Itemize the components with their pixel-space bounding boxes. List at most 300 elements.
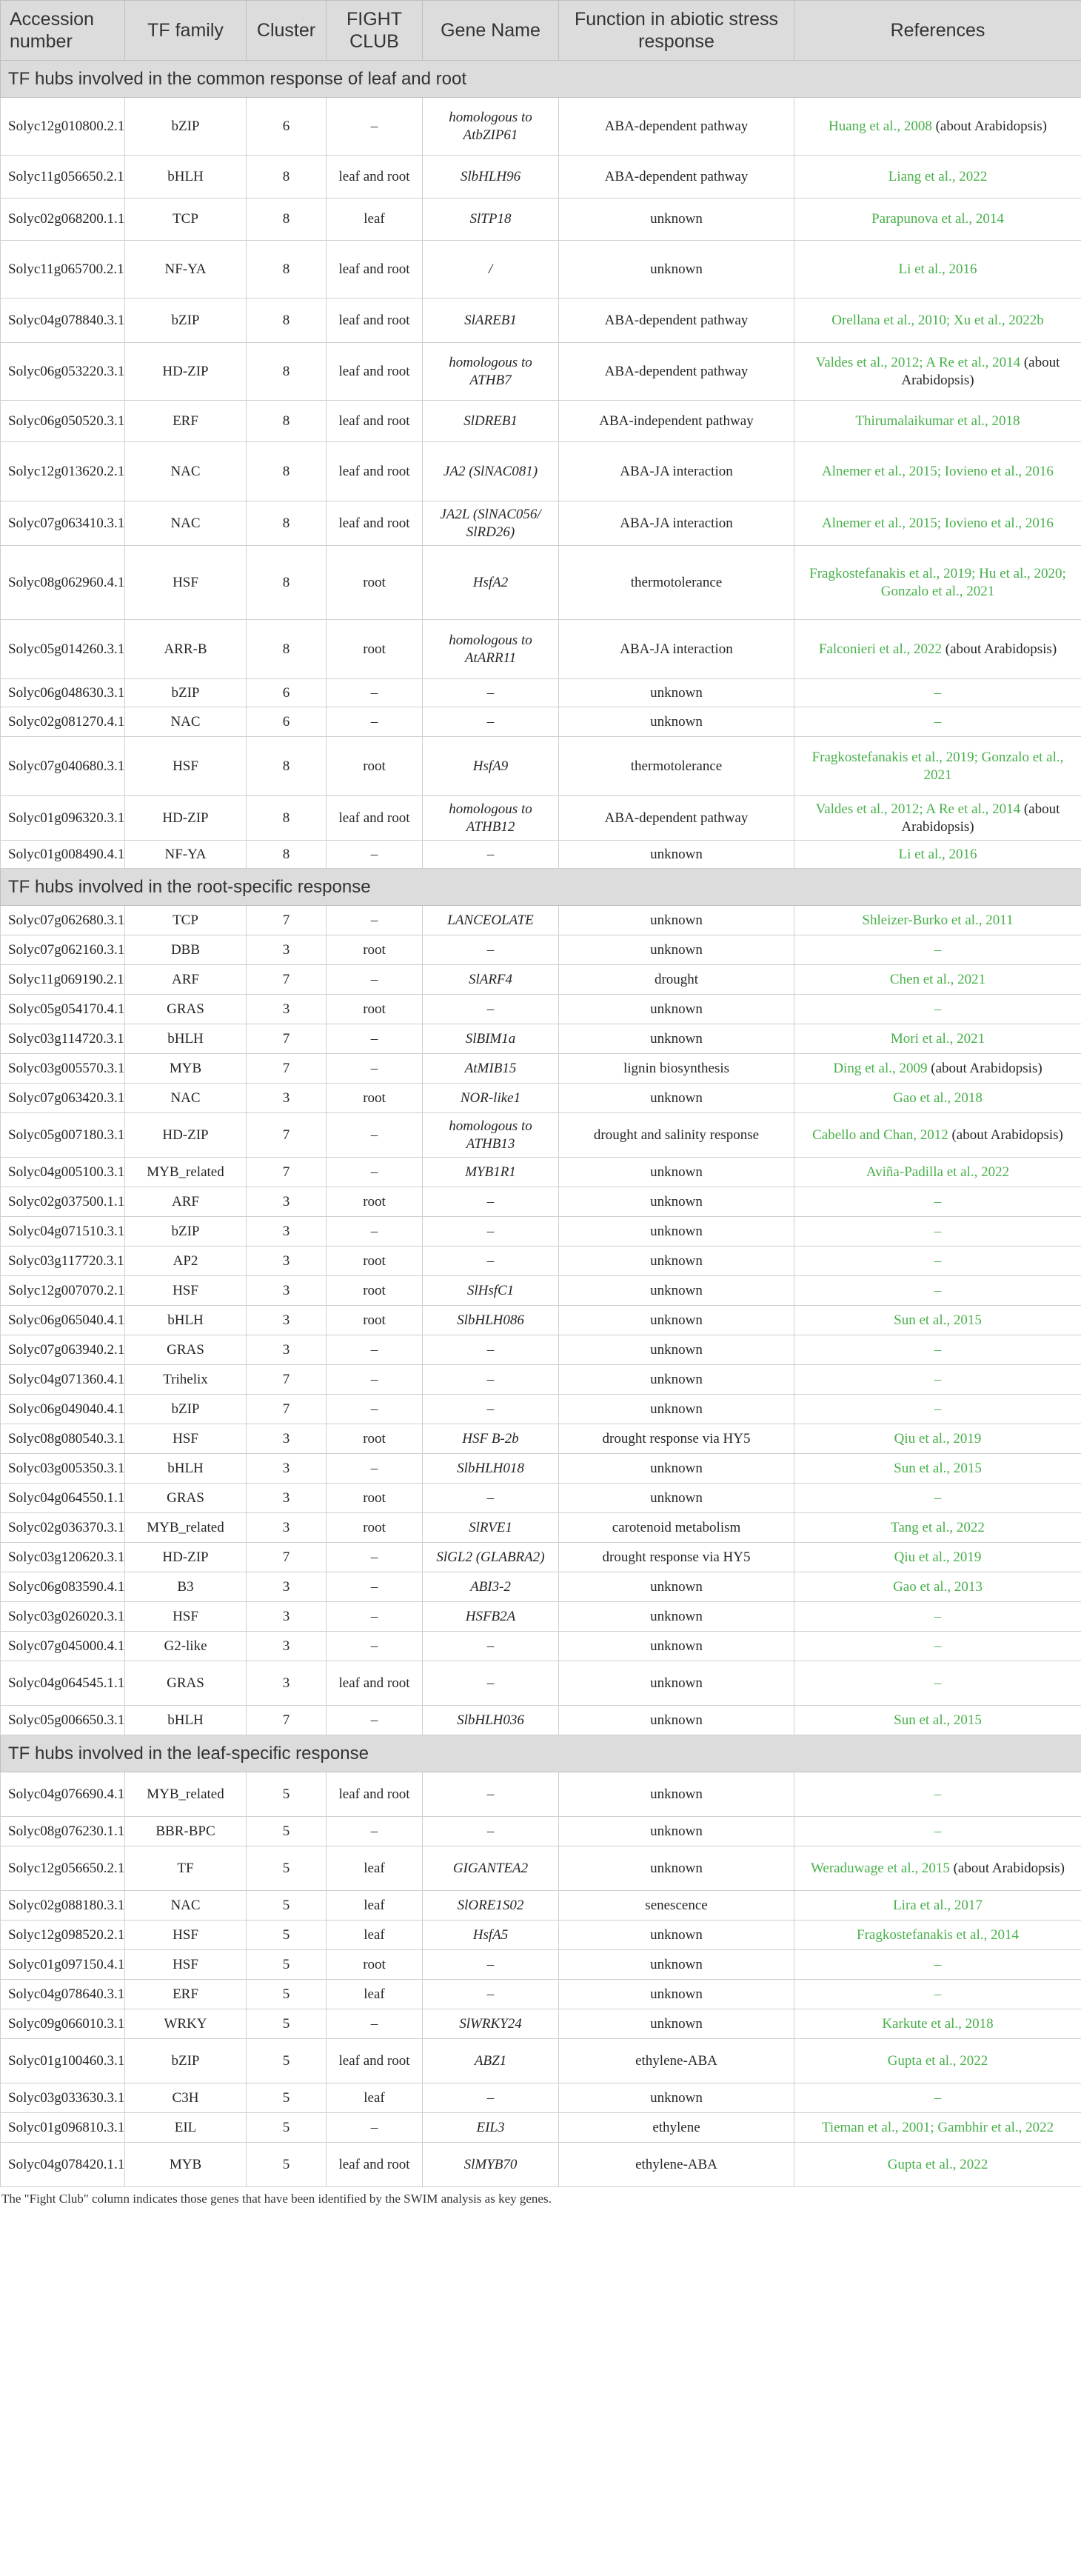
references-cell: – [794, 1395, 1081, 1424]
accession-cell: Solyc12g056650.2.1 [1, 1846, 125, 1891]
header-references: References [794, 1, 1081, 61]
function-cell: drought response via HY5 [559, 1424, 794, 1454]
cluster-cell: 5 [247, 1980, 327, 2009]
table-row [1, 1054, 1081, 1084]
table-row [1, 156, 1081, 198]
cluster-cell: 3 [247, 935, 327, 965]
cluster-cell: 5 [247, 1921, 327, 1950]
tf-family-cell: bHLH [125, 1454, 247, 1484]
gene-name-cell: SlMYB70 [423, 2143, 559, 2187]
gene-name-cell: SlORE1S02 [423, 1891, 559, 1921]
function-cell: carotenoid metabolism [559, 1513, 794, 1543]
references-cell: – [794, 1772, 1081, 1817]
tf-family-cell: HD-ZIP [125, 343, 247, 401]
tf-family-cell: C3H [125, 2083, 247, 2113]
cluster-cell: 3 [247, 1247, 327, 1276]
gene-name-cell: homologous to AtARR11 [423, 620, 559, 679]
table-header [1, 1, 1081, 61]
cluster-cell: 5 [247, 1817, 327, 1846]
function-cell: thermotolerance [559, 546, 794, 620]
tf-family-cell: bZIP [125, 298, 247, 343]
tf-family-cell: EIL [125, 2113, 247, 2143]
cluster-cell: 8 [247, 298, 327, 343]
tf-family-cell: MYB [125, 2143, 247, 2187]
accession-cell: Solyc06g053220.3.1 [1, 343, 125, 401]
table-row [1, 1706, 1081, 1735]
fight-club-cell: root [327, 1950, 423, 1980]
function-cell: unknown [559, 198, 794, 241]
references-cell: Qiu et al., 2019 [794, 1424, 1081, 1454]
table-row [1, 1395, 1081, 1424]
references-cell: Valdes et al., 2012; A Re et al., 2014 (about Arabidopsis) [794, 343, 1081, 401]
tf-family-cell: B3 [125, 1572, 247, 1602]
fight-club-cell: – [327, 2113, 423, 2143]
cluster-cell: 3 [247, 995, 327, 1024]
function-cell: drought response via HY5 [559, 1543, 794, 1572]
cluster-cell: 3 [247, 1084, 327, 1113]
accession-cell: Solyc03g114720.3.1 [1, 1024, 125, 1054]
fight-club-cell: leaf and root [327, 501, 423, 546]
fight-club-cell: – [327, 1706, 423, 1735]
function-cell: drought [559, 965, 794, 995]
tf-family-cell: bZIP [125, 1217, 247, 1247]
fight-club-cell: – [327, 1158, 423, 1187]
gene-name-cell: NOR-like1 [423, 1084, 559, 1113]
function-cell: unknown [559, 1846, 794, 1891]
gene-name-cell: – [423, 995, 559, 1024]
gene-name-cell: HsfA2 [423, 546, 559, 620]
function-cell: ABA-JA interaction [559, 501, 794, 546]
references-cell: Ding et al., 2009 (about Arabidopsis) [794, 1054, 1081, 1084]
table-row [1, 1846, 1081, 1891]
section-header-row [1, 869, 1081, 906]
tf-family-cell: bZIP [125, 98, 247, 156]
references-cell: Fragkostefanakis et al., 2014 [794, 1921, 1081, 1950]
tf-family-cell: TF [125, 1846, 247, 1891]
function-cell: unknown [559, 1602, 794, 1632]
table-row [1, 679, 1081, 707]
tf-family-cell: bZIP [125, 1395, 247, 1424]
function-cell: ABA-dependent pathway [559, 796, 794, 841]
gene-name-cell: ABI3-2 [423, 1572, 559, 1602]
table-row [1, 2009, 1081, 2039]
references-cell: Qiu et al., 2019 [794, 1543, 1081, 1572]
gene-name-cell: SlWRKY24 [423, 2009, 559, 2039]
header-accession: Accession number [1, 1, 125, 61]
fight-club-cell: leaf [327, 1846, 423, 1891]
fight-club-cell: root [327, 737, 423, 796]
tf-family-cell: HSF [125, 1424, 247, 1454]
accession-cell: Solyc04g078840.3.1 [1, 298, 125, 343]
accession-cell: Solyc03g005570.3.1 [1, 1054, 125, 1084]
header-fight-club: FIGHT CLUB [327, 1, 423, 61]
cluster-cell: 3 [247, 1484, 327, 1513]
cluster-cell: 7 [247, 1543, 327, 1572]
cluster-cell: 5 [247, 2039, 327, 2083]
accession-cell: Solyc11g065700.2.1 [1, 241, 125, 298]
accession-cell: Solyc07g062680.3.1 [1, 906, 125, 935]
tf-family-cell: HSF [125, 1921, 247, 1950]
table-row [1, 1247, 1081, 1276]
fight-club-cell: root [327, 546, 423, 620]
cluster-cell: 8 [247, 156, 327, 198]
table-row [1, 965, 1081, 995]
function-cell: unknown [559, 1484, 794, 1513]
tf-family-cell: NAC [125, 1084, 247, 1113]
header-tf-family: TF family [125, 1, 247, 61]
gene-name-cell: – [423, 707, 559, 737]
table-row [1, 1158, 1081, 1187]
gene-name-cell: SlDREB1 [423, 401, 559, 442]
function-cell: unknown [559, 1706, 794, 1735]
gene-name-cell: homologous to ATHB7 [423, 343, 559, 401]
function-cell: unknown [559, 1365, 794, 1395]
references-cell: Huang et al., 2008 (about Arabidopsis) [794, 98, 1081, 156]
tf-family-cell: MYB_related [125, 1772, 247, 1817]
table-row [1, 1661, 1081, 1706]
fight-club-cell: – [327, 1217, 423, 1247]
gene-name-cell: – [423, 1484, 559, 1513]
gene-name-cell: SlHsfC1 [423, 1276, 559, 1306]
accession-cell: Solyc04g078420.1.1 [1, 2143, 125, 2187]
cluster-cell: 3 [247, 1424, 327, 1454]
cluster-cell: 7 [247, 1365, 327, 1395]
accession-cell: Solyc06g049040.4.1 [1, 1395, 125, 1424]
tf-family-cell: ARF [125, 1187, 247, 1217]
gene-name-cell: SlBIM1a [423, 1024, 559, 1054]
fight-club-cell: – [327, 1632, 423, 1661]
fight-club-cell: root [327, 1513, 423, 1543]
gene-name-cell: ABZ1 [423, 2039, 559, 2083]
fight-club-cell: leaf and root [327, 343, 423, 401]
accession-cell: Solyc08g062960.4.1 [1, 546, 125, 620]
accession-cell: Solyc05g007180.3.1 [1, 1113, 125, 1158]
table-row [1, 906, 1081, 935]
table-row [1, 1632, 1081, 1661]
accession-cell: Solyc12g010800.2.1 [1, 98, 125, 156]
accession-cell: Solyc02g081270.4.1 [1, 707, 125, 737]
tf-family-cell: HSF [125, 1276, 247, 1306]
accession-cell: Solyc03g026020.3.1 [1, 1602, 125, 1632]
cluster-cell: 5 [247, 2083, 327, 2113]
function-cell: unknown [559, 1084, 794, 1113]
function-cell: ABA-JA interaction [559, 442, 794, 501]
references-cell: Sun et al., 2015 [794, 1454, 1081, 1484]
function-cell: unknown [559, 1217, 794, 1247]
cluster-cell: 3 [247, 1513, 327, 1543]
fight-club-cell: root [327, 1187, 423, 1217]
table-row [1, 737, 1081, 796]
tf-family-cell: NAC [125, 1891, 247, 1921]
cluster-cell: 7 [247, 906, 327, 935]
references-cell: Orellana et al., 2010; Xu et al., 2022b [794, 298, 1081, 343]
table-row [1, 1950, 1081, 1980]
gene-name-cell: – [423, 1632, 559, 1661]
references-cell: Fragkostefanakis et al., 2019; Hu et al., 2020; Gonzalo et al., 2021 [794, 546, 1081, 620]
table-row [1, 1365, 1081, 1395]
gene-name-cell: JA2L (SlNAC056/ SlRD26) [423, 501, 559, 546]
function-cell: unknown [559, 2083, 794, 2113]
table-row [1, 1484, 1081, 1513]
tf-family-cell: GRAS [125, 1661, 247, 1706]
tf-family-cell: HD-ZIP [125, 796, 247, 841]
tf-family-cell: HSF [125, 737, 247, 796]
fight-club-cell: – [327, 98, 423, 156]
header-cluster: Cluster [247, 1, 327, 61]
function-cell: unknown [559, 1335, 794, 1365]
function-cell: drought and salinity response [559, 1113, 794, 1158]
tf-family-cell: NF-YA [125, 241, 247, 298]
accession-cell: Solyc05g054170.4.1 [1, 995, 125, 1024]
accession-cell: Solyc02g036370.3.1 [1, 1513, 125, 1543]
fight-club-cell: – [327, 1602, 423, 1632]
references-cell: Tang et al., 2022 [794, 1513, 1081, 1543]
cluster-cell: 7 [247, 1054, 327, 1084]
accession-cell: Solyc03g120620.3.1 [1, 1543, 125, 1572]
function-cell: unknown [559, 935, 794, 965]
table-row [1, 546, 1081, 620]
fight-club-cell: leaf [327, 2083, 423, 2113]
cluster-cell: 7 [247, 1024, 327, 1054]
references-cell: Chen et al., 2021 [794, 965, 1081, 995]
fight-club-cell: leaf [327, 198, 423, 241]
table-row [1, 2143, 1081, 2187]
fight-club-cell: leaf and root [327, 2039, 423, 2083]
tf-family-cell: HSF [125, 1602, 247, 1632]
accession-cell: Solyc12g013620.2.1 [1, 442, 125, 501]
references-cell: Gupta et al., 2022 [794, 2143, 1081, 2187]
fight-club-cell: – [327, 1335, 423, 1365]
references-cell: Parapunova et al., 2014 [794, 198, 1081, 241]
tf-family-cell: Trihelix [125, 1365, 247, 1395]
function-cell: unknown [559, 1661, 794, 1706]
table-row [1, 1424, 1081, 1454]
cluster-cell: 3 [247, 1335, 327, 1365]
table-row [1, 1024, 1081, 1054]
accession-cell: Solyc02g088180.3.1 [1, 1891, 125, 1921]
references-cell: – [794, 1365, 1081, 1395]
references-cell: – [794, 1980, 1081, 2009]
references-cell: Lira et al., 2017 [794, 1891, 1081, 1921]
cluster-cell: 7 [247, 1113, 327, 1158]
accession-cell: Solyc05g014260.3.1 [1, 620, 125, 679]
references-cell: – [794, 1335, 1081, 1365]
fight-club-cell: root [327, 1484, 423, 1513]
tf-family-cell: WRKY [125, 2009, 247, 2039]
accession-cell: Solyc02g068200.1.1 [1, 198, 125, 241]
tf-family-cell: bHLH [125, 1706, 247, 1735]
gene-name-cell: JA2 (SlNAC081) [423, 442, 559, 501]
gene-name-cell: – [423, 1365, 559, 1395]
cluster-cell: 8 [247, 442, 327, 501]
references-cell: Sun et al., 2015 [794, 1706, 1081, 1735]
table-row [1, 501, 1081, 546]
fight-club-cell: – [327, 1572, 423, 1602]
function-cell: ABA-dependent pathway [559, 156, 794, 198]
function-cell: unknown [559, 1247, 794, 1276]
accession-cell: Solyc01g096810.3.1 [1, 2113, 125, 2143]
accession-cell: Solyc06g048630.3.1 [1, 679, 125, 707]
table-row [1, 1513, 1081, 1543]
fight-club-cell: root [327, 995, 423, 1024]
function-cell: unknown [559, 1187, 794, 1217]
table-row [1, 1891, 1081, 1921]
gene-name-cell: SlbHLH036 [423, 1706, 559, 1735]
gene-name-cell: – [423, 1980, 559, 2009]
cluster-cell: 5 [247, 1950, 327, 1980]
references-cell: Fragkostefanakis et al., 2019; Gonzalo et al., 2021 [794, 737, 1081, 796]
header-gene-name: Gene Name [423, 1, 559, 61]
fight-club-cell: leaf and root [327, 1661, 423, 1706]
cluster-cell: 3 [247, 1276, 327, 1306]
references-cell: Mori et al., 2021 [794, 1024, 1081, 1054]
accession-cell: Solyc07g062160.3.1 [1, 935, 125, 965]
tf-family-cell: HSF [125, 546, 247, 620]
cluster-cell: 8 [247, 501, 327, 546]
function-cell: unknown [559, 1772, 794, 1817]
accession-cell: Solyc11g069190.2.1 [1, 965, 125, 995]
cluster-cell: 8 [247, 401, 327, 442]
gene-name-cell: – [423, 1950, 559, 1980]
table-row [1, 1980, 1081, 2009]
tf-family-cell: HSF [125, 1950, 247, 1980]
function-cell: ethylene-ABA [559, 2143, 794, 2187]
references-cell: – [794, 1484, 1081, 1513]
fight-club-cell: root [327, 620, 423, 679]
gene-name-cell: – [423, 1247, 559, 1276]
tf-family-cell: HD-ZIP [125, 1113, 247, 1158]
function-cell: unknown [559, 1817, 794, 1846]
function-cell: senescence [559, 1891, 794, 1921]
cluster-cell: 6 [247, 679, 327, 707]
tf-family-cell: bHLH [125, 1306, 247, 1335]
gene-name-cell: – [423, 679, 559, 707]
table-row [1, 241, 1081, 298]
accession-cell: Solyc12g007070.2.1 [1, 1276, 125, 1306]
gene-name-cell: homologous to ATHB13 [423, 1113, 559, 1158]
references-cell: Gao et al., 2018 [794, 1084, 1081, 1113]
gene-name-cell: – [423, 1772, 559, 1817]
function-cell: unknown [559, 2009, 794, 2039]
function-cell: ABA-dependent pathway [559, 343, 794, 401]
tf-family-cell: ERF [125, 401, 247, 442]
fight-club-cell: root [327, 1084, 423, 1113]
accession-cell: Solyc04g071510.3.1 [1, 1217, 125, 1247]
accession-cell: Solyc04g078640.3.1 [1, 1980, 125, 2009]
function-cell: unknown [559, 841, 794, 869]
accession-cell: Solyc01g097150.4.1 [1, 1950, 125, 1980]
function-cell: unknown [559, 1980, 794, 2009]
function-cell: unknown [559, 679, 794, 707]
table-row [1, 1772, 1081, 1817]
fight-club-cell: – [327, 1024, 423, 1054]
function-cell: ethylene-ABA [559, 2039, 794, 2083]
cluster-cell: 5 [247, 2143, 327, 2187]
cluster-cell: 8 [247, 198, 327, 241]
table-row [1, 98, 1081, 156]
gene-name-cell: HsfA9 [423, 737, 559, 796]
fight-club-cell: – [327, 1817, 423, 1846]
tf-family-cell: GRAS [125, 995, 247, 1024]
accession-cell: Solyc01g100460.3.1 [1, 2039, 125, 2083]
section-header-row [1, 1735, 1081, 1772]
fight-club-cell: leaf [327, 1891, 423, 1921]
gene-name-cell: homologous to ATHB12 [423, 796, 559, 841]
function-cell: lignin biosynthesis [559, 1054, 794, 1084]
references-cell: – [794, 1661, 1081, 1706]
cluster-cell: 5 [247, 1891, 327, 1921]
gene-name-cell: – [423, 1395, 559, 1424]
function-cell: unknown [559, 1306, 794, 1335]
table-row [1, 1217, 1081, 1247]
references-cell: Gupta et al., 2022 [794, 2039, 1081, 2083]
references-cell: Valdes et al., 2012; A Re et al., 2014 (about Arabidopsis) [794, 796, 1081, 841]
fight-club-cell: leaf [327, 1980, 423, 2009]
references-cell: – [794, 679, 1081, 707]
table-row [1, 1543, 1081, 1572]
gene-name-cell: AtMIB15 [423, 1054, 559, 1084]
table-row [1, 1335, 1081, 1365]
cluster-cell: 6 [247, 98, 327, 156]
accession-cell: Solyc01g008490.4.1 [1, 841, 125, 869]
gene-name-cell: – [423, 935, 559, 965]
accession-cell: Solyc03g117720.3.1 [1, 1247, 125, 1276]
function-cell: unknown [559, 1921, 794, 1950]
fight-club-cell: root [327, 935, 423, 965]
section-title: TF hubs involved in the common response of leaf and root [1, 61, 1081, 98]
gene-name-cell: SlARF4 [423, 965, 559, 995]
table-row [1, 935, 1081, 965]
tf-family-cell: bZIP [125, 2039, 247, 2083]
fight-club-cell: leaf and root [327, 1772, 423, 1817]
tf-family-cell: DBB [125, 935, 247, 965]
gene-name-cell: – [423, 1335, 559, 1365]
tf-family-cell: MYB [125, 1054, 247, 1084]
accession-cell: Solyc07g040680.3.1 [1, 737, 125, 796]
gene-name-cell: SlAREB1 [423, 298, 559, 343]
fight-club-cell: leaf and root [327, 401, 423, 442]
tf-family-cell: BBR-BPC [125, 1817, 247, 1846]
cluster-cell: 8 [247, 241, 327, 298]
function-cell: unknown [559, 1454, 794, 1484]
gene-name-cell: MYB1R1 [423, 1158, 559, 1187]
function-cell: unknown [559, 906, 794, 935]
table-row [1, 198, 1081, 241]
references-cell: Karkute et al., 2018 [794, 2009, 1081, 2039]
table-row [1, 1454, 1081, 1484]
references-cell: Li et al., 2016 [794, 841, 1081, 869]
tf-family-cell: NAC [125, 501, 247, 546]
tf-family-cell: ARF [125, 965, 247, 995]
gene-name-cell: EIL3 [423, 2113, 559, 2143]
fight-club-cell: – [327, 1365, 423, 1395]
tf-family-cell: NAC [125, 442, 247, 501]
tf-family-cell: GRAS [125, 1484, 247, 1513]
table-row [1, 1572, 1081, 1602]
tf-family-cell: NF-YA [125, 841, 247, 869]
accession-cell: Solyc06g083590.4.1 [1, 1572, 125, 1602]
fight-club-cell: – [327, 841, 423, 869]
fight-club-cell: – [327, 2009, 423, 2039]
references-cell: Tieman et al., 2001; Gambhir et al., 2022 [794, 2113, 1081, 2143]
gene-name-cell: – [423, 841, 559, 869]
gene-name-cell: homologous to AtbZIP61 [423, 98, 559, 156]
fight-club-cell: root [327, 1276, 423, 1306]
cluster-cell: 8 [247, 620, 327, 679]
cluster-cell: 8 [247, 796, 327, 841]
fight-club-cell: – [327, 707, 423, 737]
fight-club-cell: leaf and root [327, 156, 423, 198]
